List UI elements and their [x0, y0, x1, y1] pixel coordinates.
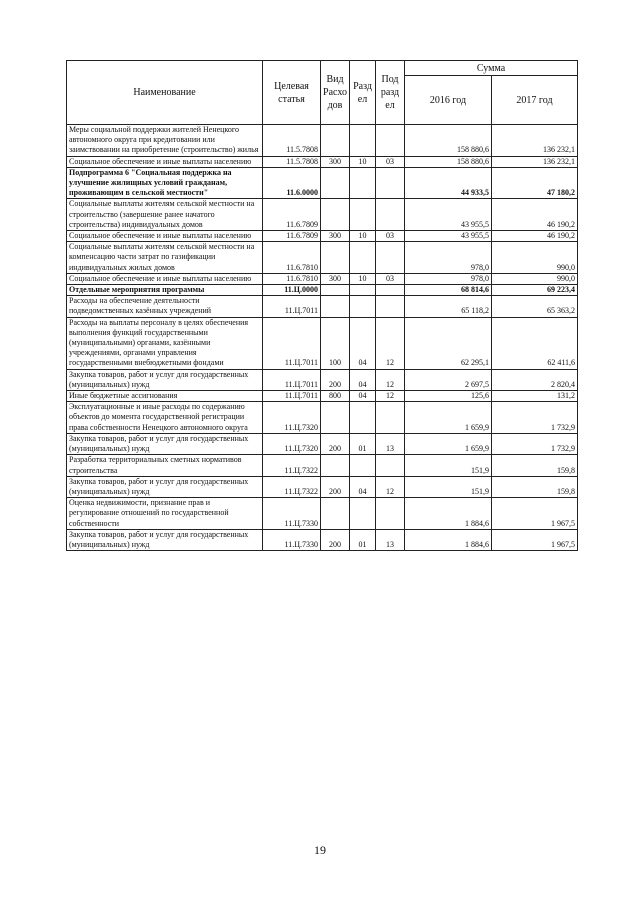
row-target-article: 11.6.7809	[263, 199, 321, 231]
row-expense-type	[321, 125, 350, 157]
row-amount-2017: 159,8	[492, 455, 578, 476]
row-section	[350, 498, 376, 530]
row-amount-2017: 131,2	[492, 391, 578, 402]
row-section: 10	[350, 231, 376, 242]
row-target-article: 11.5.7808	[263, 125, 321, 157]
row-name: Закупка товаров, работ и услуг для государственных (муниципальных) нужд	[67, 529, 263, 550]
row-target-article: 11.Ц.7322	[263, 476, 321, 497]
row-target-article: 11.5.7808	[263, 156, 321, 167]
row-amount-2017: 69 223,4	[492, 285, 578, 296]
row-subsection	[376, 498, 405, 530]
row-target-article: 11.Ц.7320	[263, 402, 321, 434]
row-name: Оценка недвижимости, признание прав и регулирование отношений по государственной собственности	[67, 498, 263, 530]
row-subsection: 12	[376, 391, 405, 402]
row-expense-type	[321, 402, 350, 434]
row-expense-type	[321, 498, 350, 530]
table-row	[67, 231, 578, 242]
row-target-article: 11.Ц.7011	[263, 391, 321, 402]
row-target-article: 11.Ц.7011	[263, 317, 321, 369]
row-amount-2016: 1 659,9	[405, 402, 492, 434]
row-section	[350, 199, 376, 231]
row-target-article: 11.6.7810	[263, 273, 321, 284]
row-subsection: 12	[376, 476, 405, 497]
row-subsection	[376, 167, 405, 199]
row-target-article: 11.6.7810	[263, 242, 321, 274]
table-body	[67, 125, 578, 551]
row-subsection: 03	[376, 156, 405, 167]
row-amount-2017: 1 967,5	[492, 498, 578, 530]
row-amount-2017: 2 820,4	[492, 369, 578, 390]
table-row	[67, 273, 578, 284]
row-expense-type	[321, 242, 350, 274]
row-expense-type: 200	[321, 369, 350, 390]
row-name: Закупка товаров, работ и услуг для государственных (муниципальных) нужд	[67, 476, 263, 497]
row-section	[350, 296, 376, 317]
row-expense-type: 300	[321, 231, 350, 242]
row-expense-type: 300	[321, 156, 350, 167]
row-expense-type	[321, 285, 350, 296]
row-amount-2016: 2 697,5	[405, 369, 492, 390]
row-subsection: 13	[376, 433, 405, 454]
row-amount-2016: 978,0	[405, 273, 492, 284]
row-target-article: 11.Ц.7320	[263, 433, 321, 454]
header-target-article: Целевая статья	[263, 61, 321, 125]
row-section: 04	[350, 391, 376, 402]
row-amount-2016: 158 880,6	[405, 125, 492, 157]
row-subsection	[376, 285, 405, 296]
row-amount-2016: 125,6	[405, 391, 492, 402]
table-row	[67, 167, 578, 199]
row-expense-type: 200	[321, 476, 350, 497]
row-name: Социальные выплаты жителям сельской местности на строительство (завершение ранее начатого строительства) индивидуальных домов	[67, 199, 263, 231]
row-amount-2017: 990,0	[492, 242, 578, 274]
row-target-article: 11.Ц.7011	[263, 369, 321, 390]
row-name: Иные бюджетные ассигнования	[67, 391, 263, 402]
row-name: Социальное обеспечение и иные выплаты населению	[67, 156, 263, 167]
row-name: Разработка территориальных сметных нормативов строительства	[67, 455, 263, 476]
row-amount-2016: 1 884,6	[405, 498, 492, 530]
row-expense-type: 100	[321, 317, 350, 369]
row-expense-type	[321, 199, 350, 231]
row-target-article: 11.Ц.7011	[263, 296, 321, 317]
header-expense-type: Вид Расхо дов	[321, 61, 350, 125]
row-amount-2016: 43 955,5	[405, 231, 492, 242]
row-target-article: 11.6.7809	[263, 231, 321, 242]
table-row	[67, 317, 578, 369]
row-name: Отдельные мероприятия программы	[67, 285, 263, 296]
row-name: Эксплуатационные и иные расходы по содержанию объектов до момента государственной регистрации права собственности Ненецкого автономного округа	[67, 402, 263, 434]
row-amount-2016: 68 814,6	[405, 285, 492, 296]
row-name: Социальное обеспечение и иные выплаты населению	[67, 231, 263, 242]
row-amount-2017: 1 732,9	[492, 433, 578, 454]
row-amount-2017: 136 232,1	[492, 156, 578, 167]
row-subsection: 12	[376, 317, 405, 369]
row-section	[350, 242, 376, 274]
row-subsection	[376, 199, 405, 231]
row-amount-2017: 62 411,6	[492, 317, 578, 369]
row-section: 04	[350, 317, 376, 369]
table-row	[67, 455, 578, 476]
header-year-2016: 2016 год	[405, 76, 492, 125]
row-amount-2017: 159,8	[492, 476, 578, 497]
row-name: Подпрограмма 6 "Социальная поддержка на улучшение жилищных условий гражданам, проживающим в сельской местности"	[67, 167, 263, 199]
row-expense-type	[321, 167, 350, 199]
row-expense-type: 300	[321, 273, 350, 284]
row-amount-2016: 1 884,6	[405, 529, 492, 550]
row-amount-2017: 65 363,2	[492, 296, 578, 317]
row-expense-type: 200	[321, 529, 350, 550]
table-row	[67, 391, 578, 402]
row-subsection	[376, 242, 405, 274]
row-subsection: 03	[376, 231, 405, 242]
row-amount-2016: 43 955,5	[405, 199, 492, 231]
row-amount-2016: 1 659,9	[405, 433, 492, 454]
header-subsection: Под разд ел	[376, 61, 405, 125]
row-target-article: 11.Ц.7322	[263, 455, 321, 476]
row-subsection	[376, 125, 405, 157]
row-amount-2016: 44 933,5	[405, 167, 492, 199]
table-row	[67, 285, 578, 296]
row-name: Закупка товаров, работ и услуг для государственных (муниципальных) нужд	[67, 433, 263, 454]
row-section	[350, 285, 376, 296]
table-row	[67, 125, 578, 157]
table-row	[67, 296, 578, 317]
table-row	[67, 433, 578, 454]
row-target-article: 11.6.0000	[263, 167, 321, 199]
row-amount-2016: 158 880,6	[405, 156, 492, 167]
row-amount-2017: 46 190,2	[492, 231, 578, 242]
header-section: Разд ел	[350, 61, 376, 125]
row-amount-2016: 62 295,1	[405, 317, 492, 369]
header-sum: Сумма	[405, 61, 578, 76]
page-number: 19	[314, 843, 326, 857]
row-section: 10	[350, 156, 376, 167]
row-section: 01	[350, 433, 376, 454]
row-amount-2017: 1 732,9	[492, 402, 578, 434]
row-amount-2016: 151,9	[405, 455, 492, 476]
row-section	[350, 125, 376, 157]
row-amount-2017: 47 180,2	[492, 167, 578, 199]
header-year-2017: 2017 год	[492, 76, 578, 125]
table-row	[67, 369, 578, 390]
row-expense-type: 800	[321, 391, 350, 402]
row-subsection: 12	[376, 369, 405, 390]
row-name: Расходы на выплаты персоналу в целях обеспечения выполнения функций государственными (муниципальными) органами, казёнными учреждениями, органами управления государственными внебюджетными фондами	[67, 317, 263, 369]
row-subsection: 03	[376, 273, 405, 284]
table-row	[67, 156, 578, 167]
row-section	[350, 455, 376, 476]
row-amount-2017: 990,0	[492, 273, 578, 284]
row-amount-2016: 151,9	[405, 476, 492, 497]
row-name: Меры социальной поддержки жителей Ненецкого автономного округа при кредитовании или заимствовании на приобретение (строительство) жилья	[67, 125, 263, 157]
row-section: 04	[350, 476, 376, 497]
table-row	[67, 529, 578, 550]
header-name: Наименование	[67, 61, 263, 125]
row-name: Социальные выплаты жителям сельской местности на компенсацию части затрат по газификации индивидуальных жилых домов	[67, 242, 263, 274]
row-name: Социальное обеспечение и иные выплаты населению	[67, 273, 263, 284]
row-section	[350, 167, 376, 199]
row-amount-2017: 136 232,1	[492, 125, 578, 157]
row-amount-2016: 65 118,2	[405, 296, 492, 317]
row-expense-type	[321, 296, 350, 317]
row-section: 04	[350, 369, 376, 390]
table-row	[67, 402, 578, 434]
table-row	[67, 242, 578, 274]
row-subsection	[376, 402, 405, 434]
row-amount-2017: 46 190,2	[492, 199, 578, 231]
row-expense-type: 200	[321, 433, 350, 454]
row-name: Закупка товаров, работ и услуг для государственных (муниципальных) нужд	[67, 369, 263, 390]
budget-table	[66, 60, 578, 551]
row-name: Расходы на обеспечение деятельности подведомственных казённых учреждений	[67, 296, 263, 317]
table-row	[67, 476, 578, 497]
row-expense-type	[321, 455, 350, 476]
row-subsection	[376, 455, 405, 476]
row-target-article: 11.Ц.7330	[263, 529, 321, 550]
row-amount-2016: 978,0	[405, 242, 492, 274]
row-section: 10	[350, 273, 376, 284]
table-row	[67, 199, 578, 231]
row-target-article: 11.Ц.7330	[263, 498, 321, 530]
row-section: 01	[350, 529, 376, 550]
row-target-article: 11.Ц.0000	[263, 285, 321, 296]
row-subsection: 13	[376, 529, 405, 550]
table-row	[67, 498, 578, 530]
row-amount-2017: 1 967,5	[492, 529, 578, 550]
row-section	[350, 402, 376, 434]
row-subsection	[376, 296, 405, 317]
